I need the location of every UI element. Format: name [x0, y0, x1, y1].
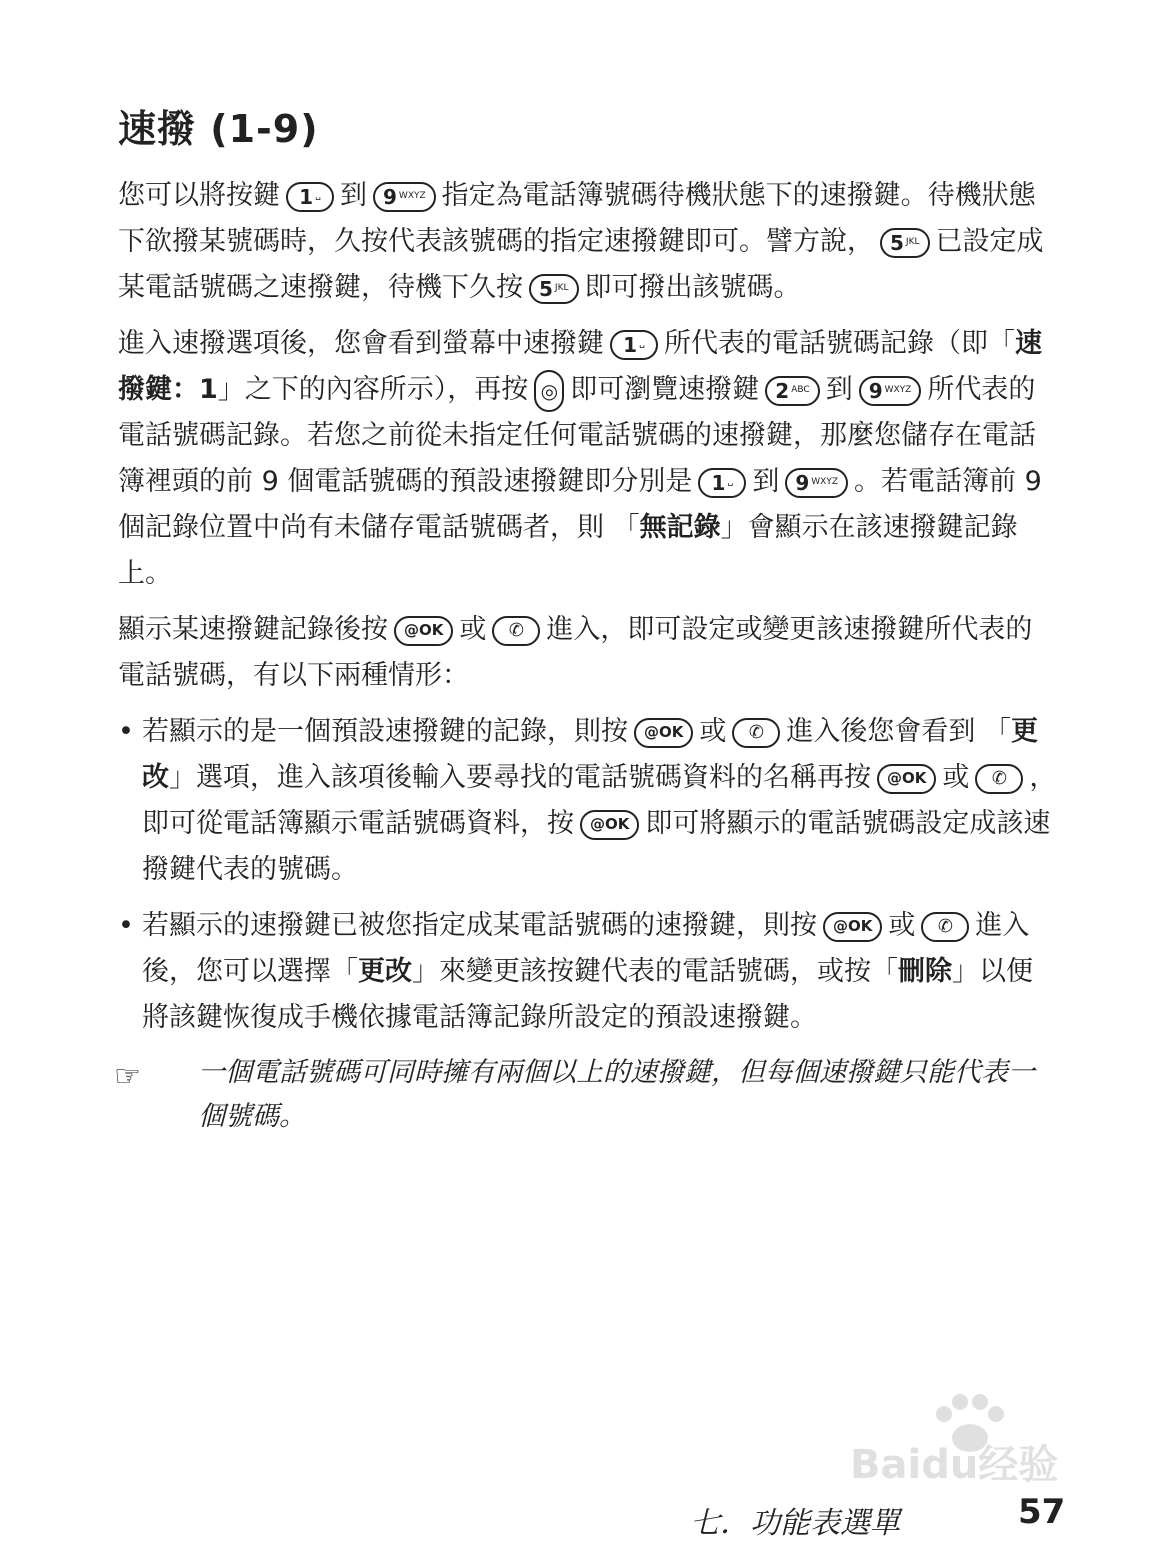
text-span: 」選項，進入該項後輸入要尋找的電話號碼資料的名稱再按 — [169, 762, 871, 793]
footer-chapter-title: 七．功能表選單 — [690, 1506, 900, 1541]
text-span: 若顯示的是一個預設速撥鍵的記錄，則按 — [142, 716, 628, 747]
text-span: 您可以將按鍵 — [118, 180, 280, 211]
text-span: ，即可從電話簿顯示電話號碼資料，按 — [142, 762, 1057, 839]
text-span: 進入後，您可以選擇「 — [142, 910, 1030, 987]
key-space-glyph: ␣ — [315, 191, 321, 201]
text-span: 進入後您會看到 「 — [786, 716, 1011, 747]
menu-term: 速撥鍵：1 — [118, 328, 1042, 405]
paragraph-browse — [118, 321, 1058, 597]
key-sub-label: WXYZ — [398, 191, 426, 201]
list-item — [118, 709, 1058, 893]
paragraph-intro — [118, 173, 1058, 311]
text-span: 或 — [888, 910, 916, 941]
section-title: 速撥 (1-9) — [118, 107, 319, 151]
key-9-icon — [785, 468, 848, 498]
menu-term: 刪除 — [898, 956, 952, 987]
key-label: 9 — [795, 470, 810, 495]
pointing-hand-icon: ☞ — [114, 1059, 141, 1094]
text-span: 或 — [699, 716, 727, 747]
ok-key-icon: @OK — [394, 616, 453, 646]
text-span: 已設定成某電話號碼之速撥鍵，待機下久按 — [118, 226, 1044, 303]
key-label: 9 — [383, 184, 397, 209]
text-span: 。若電話簿前 9 個記錄位置中尚有未儲存電話號碼者，則 「 — [118, 466, 1042, 543]
text-span: 即可瀏覽速撥鍵 — [570, 374, 760, 405]
key-sub-label: WXYZ — [811, 477, 838, 487]
key-9-icon — [373, 182, 436, 212]
text-span: 」來變更該按鍵代表的電話號碼，或按「 — [412, 956, 898, 987]
page-number: 57 — [1018, 1492, 1066, 1532]
text-span: 到 — [825, 374, 853, 405]
text-span: 」會顯示在該速撥鍵記錄上。 — [118, 512, 1018, 589]
call-key-icon: ✆ — [732, 718, 780, 748]
key-label: 1 — [711, 470, 726, 495]
ok-key-icon: @OK — [877, 764, 936, 794]
text-span: 指定為電話簿號碼待機狀態下的速撥鍵。待機狀態下欲撥某號碼時，久按代表該號碼的指定速撥鍵即可。譬方說， — [118, 180, 1036, 257]
key-5-icon — [529, 274, 579, 304]
call-key-icon: ✆ — [975, 764, 1023, 794]
text-span: 到 — [340, 180, 367, 211]
text-span: 進入，即可設定或變更該速撥鍵所代表的電話號碼，有以下兩種情形： — [118, 614, 1033, 691]
ok-key-icon: @OK — [580, 810, 639, 840]
key-1-icon — [698, 468, 746, 498]
key-label: 2 — [775, 378, 790, 403]
paragraph-edit — [118, 607, 1058, 699]
key-5-icon — [880, 228, 930, 258]
note — [114, 1051, 1058, 1139]
ok-key-icon: @OK — [823, 912, 882, 942]
nav-key-icon: ◎ — [534, 370, 564, 412]
key-space-glyph: ␣ — [727, 477, 734, 487]
text-span: 」以便將該鍵恢復成手機依據電話簿記錄所設定的預設速撥鍵。 — [142, 956, 1033, 1033]
menu-term: 無記錄 — [639, 512, 721, 543]
key-label: 5 — [539, 276, 553, 301]
key-space-glyph: ␣ — [639, 339, 645, 349]
text-span: 所代表的電話號碼記錄（即「 — [664, 328, 1015, 359]
note-text: 一個電話號碼可同時擁有兩個以上的速撥鍵，但每個速撥鍵只能代表一個號碼。 — [198, 1057, 1035, 1132]
menu-term: 更改 — [142, 716, 1038, 793]
text-span: 所代表的電話號碼記錄。若您之前從未指定任何電話號碼的速撥鍵，那麼您儲存在電話簿裡頭的前 9 個電話號碼的預設速撥鍵即分別是 — [118, 374, 1036, 497]
call-key-icon: ✆ — [492, 616, 540, 646]
manual-page — [114, 98, 1058, 1139]
key-label: 1 — [623, 332, 638, 357]
paw-icon — [936, 1394, 1004, 1452]
key-1-icon — [286, 182, 334, 212]
key-9-icon — [859, 376, 922, 406]
text-span: 即可撥出該號碼。 — [584, 272, 801, 303]
key-label: 9 — [868, 378, 883, 403]
menu-term: 更改 — [358, 956, 412, 987]
text-span: 顯示某速撥鍵記錄後按 — [118, 614, 388, 645]
text-span: 或 — [942, 762, 970, 793]
text-span: 或 — [459, 614, 487, 645]
ok-key-icon: @OK — [634, 718, 693, 748]
text-span: 進入速撥選項後，您會看到螢幕中速撥鍵 — [118, 328, 604, 359]
text-span: 若顯示的速撥鍵已被您指定成某電話號碼的速撥鍵，則按 — [142, 910, 817, 941]
key-1-icon — [610, 330, 658, 360]
key-sub-label: JKL — [905, 237, 920, 247]
key-sub-label: JKL — [554, 283, 569, 293]
key-2-icon — [765, 376, 819, 406]
baidu-watermark — [840, 1390, 1100, 1500]
key-label: 5 — [890, 230, 904, 255]
call-key-icon: ✆ — [921, 912, 969, 942]
list-item — [118, 903, 1058, 1041]
text-span: 」之下的內容所示），再按 — [217, 374, 529, 405]
text-span: 到 — [752, 466, 780, 497]
watermark-text: Baidu经验 — [850, 1442, 1059, 1488]
key-sub-label: WXYZ — [884, 385, 912, 395]
key-sub-label: ABC — [791, 385, 810, 395]
key-label: 1 — [299, 184, 314, 209]
case-list — [118, 709, 1058, 1041]
text-span: 即可將顯示的電話號碼設定成該速撥鍵代表的號碼。 — [142, 808, 1051, 885]
